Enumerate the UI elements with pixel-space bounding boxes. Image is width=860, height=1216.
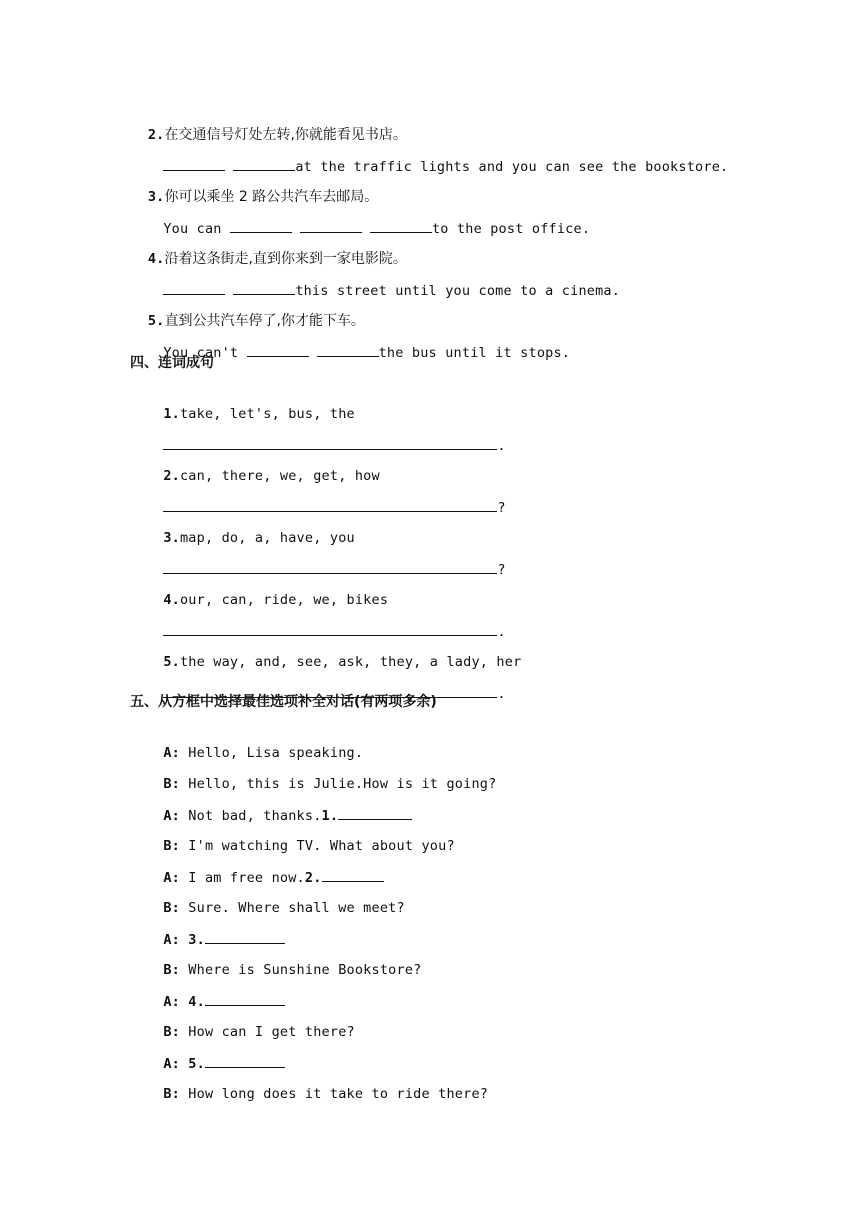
item-number: 1.: [163, 406, 180, 422]
end-punctuation: .: [497, 438, 506, 454]
item-words: take, let's, bus, the: [179, 406, 355, 422]
speaker-label: A:: [163, 1056, 180, 1072]
item-number: 4.: [163, 592, 180, 608]
answer-blank[interactable]: [247, 342, 309, 357]
dialogue-text: Hello, this is Julie.How is it going?: [179, 776, 497, 792]
speaker-label: A:: [163, 870, 180, 886]
blank-number: 2.: [304, 870, 322, 886]
blank-number: 3.: [188, 932, 205, 948]
q3-sentence-tail: to the post office.: [431, 221, 591, 237]
dialogue-text: I'm watching TV. What about you?: [179, 838, 455, 854]
blank-number: 5.: [188, 1056, 205, 1072]
end-punctuation: .: [497, 624, 506, 640]
end-punctuation: .: [497, 686, 506, 702]
end-punctuation: ?: [497, 500, 506, 516]
item-words: map, do, a, have, you: [179, 530, 355, 546]
dialogue-text: Hello, Lisa speaking.: [179, 745, 364, 761]
dialogue-text: Where is Sunshine Bookstore?: [179, 962, 422, 978]
item-words: our, can, ride, we, bikes: [179, 592, 389, 608]
q2-sentence-tail: at the traffic lights and you can see the bookstore.: [295, 159, 729, 175]
blank-number: 1.: [321, 808, 339, 824]
speaker-label: A:: [163, 808, 180, 824]
item-number: 5.: [163, 654, 180, 670]
q5-sentence-head: You can't: [163, 345, 247, 361]
speaker-label: B:: [163, 900, 180, 916]
item-number: 2.: [163, 468, 180, 484]
dialogue-text: How can I get there?: [179, 1024, 355, 1040]
speaker-label: A:: [163, 932, 180, 948]
item-words: can, there, we, get, how: [179, 468, 380, 484]
dialogue-text: Sure. Where shall we meet?: [179, 900, 405, 916]
answer-blank[interactable]: [317, 342, 379, 357]
item-words: the way, and, see, ask, they, a lady, her: [179, 654, 522, 670]
q4-prompt: 沿着这条街走,直到你来到一家电影院。: [164, 251, 407, 267]
q3-sentence-head: You can: [163, 221, 230, 237]
dialogue-line-12: [130, 1064, 488, 1124]
q3-number: 3.: [147, 189, 165, 205]
q5-sentence-tail: the bus until it stops.: [378, 345, 571, 361]
q5-prompt: 直到公共汽车停了,你才能下车。: [164, 313, 365, 329]
q2-number: 2.: [147, 127, 165, 143]
blank-number: 4.: [188, 994, 205, 1010]
section4-title: 四、连词成句: [130, 355, 214, 371]
q4-sentence-tail: this street until you come to a cinema.: [295, 283, 621, 299]
dialogue-text: I am free now.: [179, 870, 305, 886]
q2-prompt: 在交通信号灯处左转,你就能看见书店。: [164, 127, 407, 143]
dialogue-text: Not bad, thanks.: [179, 808, 322, 824]
dialogue-text: How long does it take to ride there?: [179, 1086, 489, 1102]
speaker-label: A:: [163, 745, 180, 761]
q4-number: 4.: [147, 251, 165, 267]
q3-prompt: 你可以乘坐 2 路公共汽车去邮局。: [164, 189, 379, 205]
speaker-label: B:: [163, 838, 180, 854]
q5-number: 5.: [147, 313, 165, 329]
speaker-label: B:: [163, 1086, 180, 1102]
speaker-label: A:: [163, 994, 180, 1010]
section5-title: 五、从方框中选择最佳选项补全对话(有两项多余): [130, 694, 437, 710]
speaker-label: B:: [163, 776, 180, 792]
item-number: 3.: [163, 530, 180, 546]
speaker-label: B:: [163, 1024, 180, 1040]
end-punctuation: ?: [497, 562, 506, 578]
speaker-label: B:: [163, 962, 180, 978]
